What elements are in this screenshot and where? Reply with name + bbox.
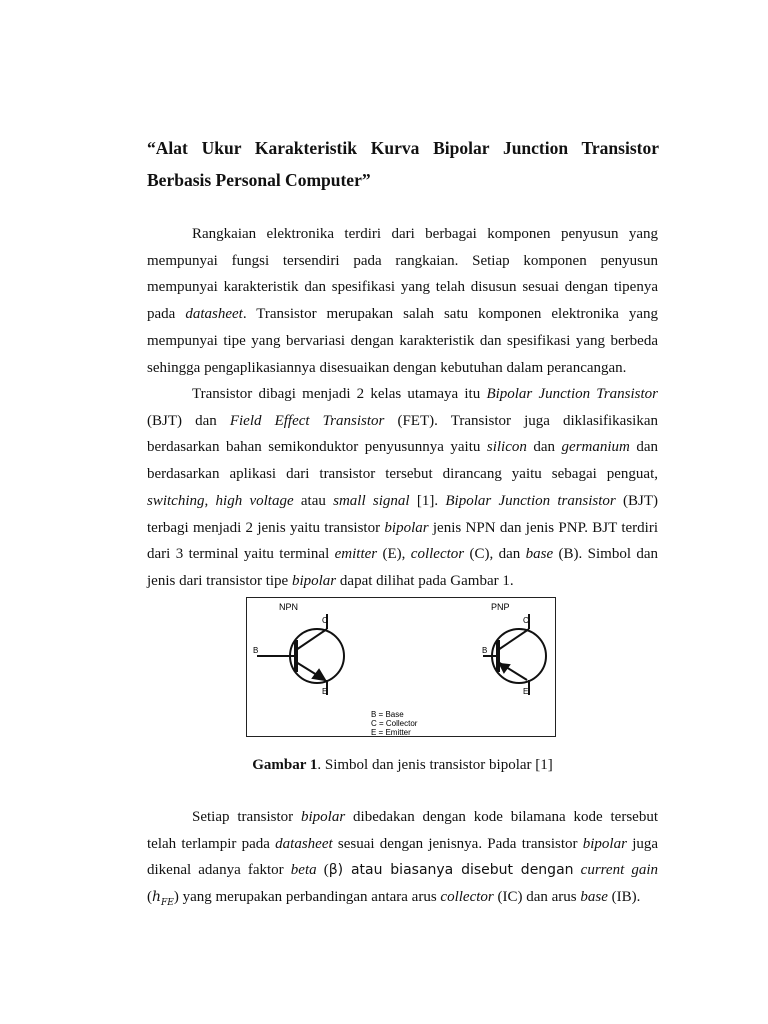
p2-text: (C), dan	[469, 546, 521, 563]
p2-text: ,	[204, 492, 209, 509]
p3-text: (IB).	[611, 889, 641, 906]
p1-italic-datasheet: datasheet	[185, 306, 243, 323]
transistor-symbol-figure	[246, 597, 556, 737]
p3-text: (IC) dan arus	[497, 889, 577, 906]
paragraph-2	[147, 381, 658, 595]
p1-text: Rangkaian elektronika terdiri dari berbagai komponen penyusun yang mempunyai fungsi tersendiri pada rangkaian. Setiap komponen penyusun mempunyai karakteristik dan spesifikasi yang telah disusun sesuai dengan tipenya pada	[147, 226, 658, 323]
caption-text: . Simbol dan jenis transistor bipolar [1]	[317, 757, 553, 773]
npn-label: NPN	[279, 602, 299, 612]
hfe-subscript: FE	[161, 898, 174, 909]
beta-symbol-text: β) atau biasanya disebut dengan	[328, 862, 574, 879]
p3-text: (	[147, 889, 152, 906]
p2-italic: Bipolar Junction transistor	[445, 492, 616, 509]
p2-text: atau	[300, 492, 326, 509]
pnp-c-label: C	[523, 616, 529, 625]
p2-italic: bipolar	[291, 572, 337, 589]
title-line-2: Berbasis Personal Computer”	[147, 170, 371, 190]
p2-italic: silicon	[486, 439, 527, 456]
p2-italic: high voltage	[215, 492, 294, 509]
p2-italic: Field Effect Transistor	[229, 412, 385, 429]
p2-text: (B). Simbol dan jenis dari transistor tipe	[147, 546, 659, 589]
p3-text: dibedakan dengan kode bilamana kode tersebut telah terlampir pada	[147, 809, 658, 852]
p3-italic: bipolar	[301, 809, 346, 825]
p3-text: (	[323, 862, 329, 879]
legend-base: B = Base	[371, 710, 404, 719]
p3-text: Setiap transistor	[192, 809, 294, 825]
p1-text-2: . Transistor merupakan salah satu komponen elektronika yang mempunyai tipe yang bervariasi dengan karakteristik dan spesifikasi yang berbeda sehingga pengaplikasiannya disesuaikan dengan kebutuhan dalam perancangan.	[147, 306, 658, 376]
npn-transistor-symbol	[257, 614, 344, 695]
pnp-label: PNP	[491, 602, 510, 612]
pnp-transistor-symbol	[483, 614, 546, 695]
paragraph-3	[147, 804, 658, 917]
p2-text: (FET). Transistor juga diklasifikasikan berdasarkan bahan semikonduktor penyusunnya yaitu	[147, 412, 658, 456]
p2-italic: Bipolar Junction Transistor	[486, 386, 659, 402]
legend-collector: C = Collector	[371, 719, 418, 728]
npn-c-label: C	[322, 616, 328, 625]
p2-italic: base	[525, 546, 554, 563]
paragraph-1	[147, 221, 658, 381]
p3-text: juga dikenal adanya faktor	[147, 835, 659, 879]
pnp-e-label: E	[523, 687, 529, 696]
p2-italic: small signal	[333, 492, 410, 509]
p2-text: dan	[533, 439, 556, 456]
p2-italic: emitter	[334, 546, 378, 563]
p2-italic: switching	[147, 492, 205, 509]
p3-italic: bipolar	[582, 835, 627, 852]
npn-b-label: B	[253, 646, 259, 655]
p3-italic: collector	[440, 889, 494, 906]
npn-e-label: E	[322, 687, 328, 696]
document-title	[147, 132, 659, 196]
p3-text: sesuai dengan jenisnya. Pada transistor	[337, 835, 578, 852]
hfe-symbol: h	[152, 889, 162, 906]
p2-text: (BJT) dan	[147, 412, 217, 429]
p2-text: (E),	[382, 546, 406, 563]
p3-italic: beta	[290, 862, 317, 879]
caption-label: Gambar 1	[252, 757, 318, 773]
p2-text: Transistor dibagi menjadi 2 kelas utamaya itu	[192, 386, 481, 402]
p2-text: (BJT) terbagi menjadi 2 jenis yaitu transistor	[147, 492, 659, 536]
p3-italic: datasheet	[275, 835, 333, 852]
p2-italic: bipolar	[384, 519, 429, 536]
p2-text: [1].	[416, 492, 439, 509]
p3-italic: current gain	[580, 862, 659, 879]
p2-italic: collector	[410, 546, 465, 563]
legend-emitter: E = Emitter	[371, 728, 411, 735]
p3-italic: base	[580, 889, 608, 906]
p2-text: dan berdasarkan aplikasi dari transistor tersebut dirancang yaitu sebagai penguat,	[147, 439, 659, 483]
p3-text: ) yang merupakan perbandingan antara arus	[173, 889, 437, 906]
title-line-1: “Alat Ukur Karakteristik Kurva Bipolar Junction Transistor	[147, 138, 659, 158]
p2-italic: germanium	[561, 439, 630, 456]
p2-text: dapat dilihat pada Gambar 1.	[339, 572, 514, 589]
pnp-b-label: B	[482, 646, 488, 655]
figure-caption	[147, 754, 658, 776]
p2-text: jenis NPN dan jenis PNP. BJT terdiri dari 3 terminal yaitu terminal	[147, 519, 658, 563]
